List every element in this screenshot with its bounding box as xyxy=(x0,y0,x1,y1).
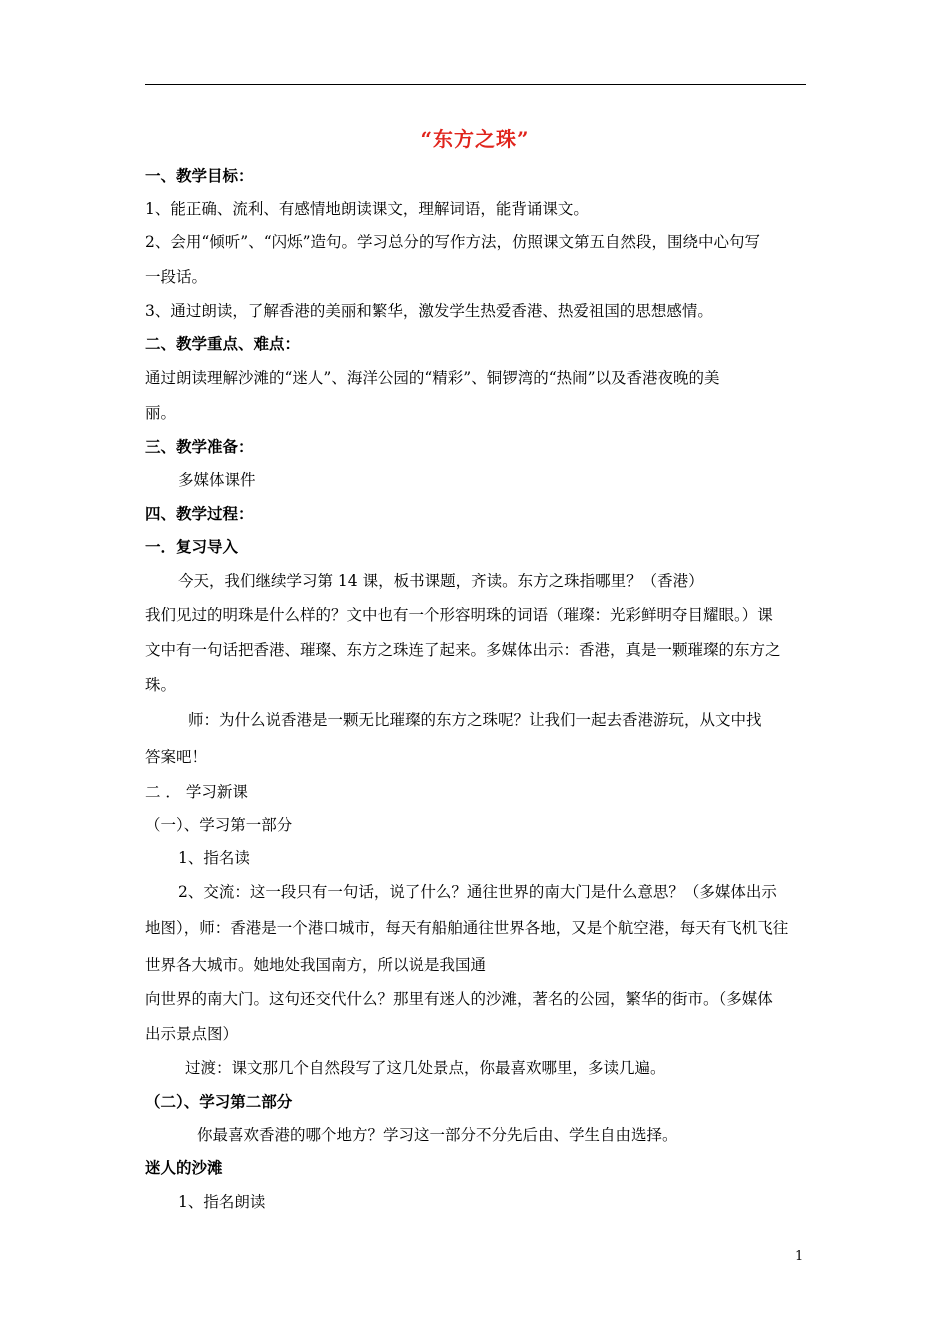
section-heading: 二、教学重点、难点： xyxy=(145,334,301,353)
paragraph-line: 一段话。 xyxy=(145,268,208,286)
paragraph-line: 1、指名读 xyxy=(178,849,250,867)
section-heading: 一．复习导入 xyxy=(145,537,239,556)
document-title: “东方之珠” xyxy=(420,127,530,151)
paragraph-line: 通过朗读理解沙滩的“迷人”、海洋公园的“精彩”、铜锣湾的“热闹”以及香港夜晚的美 xyxy=(145,369,720,387)
paragraph-line: 1、指名朗读 xyxy=(178,1193,266,1211)
paragraph-line: 你最喜欢香港的哪个地方？学习这一部分不分先后由、学生自由选择。 xyxy=(197,1126,678,1144)
section-heading: 迷人的沙滩 xyxy=(145,1158,223,1177)
page-number: 1 xyxy=(795,1249,804,1264)
section-heading: （二）、学习第二部分 xyxy=(145,1092,293,1111)
paragraph-line: 过渡：课文那几个自然段写了这几处景点，你最喜欢哪里，多读几遍。 xyxy=(185,1059,666,1077)
paragraph-line: （一）、学习第一部分 xyxy=(145,816,293,834)
paragraph-line: 2、会用“倾听”、“闪烁”造句。学习总分的写作方法，仿照课文第五自然段，围绕中心句写 xyxy=(145,233,761,251)
header-rule xyxy=(145,84,806,85)
paragraph-line: 答案吧！ xyxy=(145,748,208,766)
paragraph-line: 师：为什么说香港是一颗无比璀璨的东方之珠呢？让我们一起去香港游玩，从文中找 xyxy=(188,711,762,729)
paragraph-line: 珠。 xyxy=(145,676,177,694)
paragraph-line: 1、能正确、流利、有感情地朗读课文，理解词语，能背诵课文。 xyxy=(145,200,589,218)
section-heading: 三、教学准备： xyxy=(145,437,254,456)
section-heading: 一、教学目标： xyxy=(145,166,254,185)
paragraph-line: 向世界的南大门。这句还交代什么？那里有迷人的沙滩，著名的公园，繁华的街市。（多媒体 xyxy=(145,990,773,1008)
paragraph-line: 文中有一句话把香港、璀璨、东方之珠连了起来。多媒体出示：香港，真是一颗璀璨的东方之 xyxy=(145,641,781,659)
paragraph-line: 二 ． 学习新课 xyxy=(145,783,248,801)
paragraph-line: 2、交流：这一段只有一句话，说了什么？通往世界的南大门是什么意思？（多媒体出示 xyxy=(178,883,777,901)
paragraph-line: 3、通过朗读，了解香港的美丽和繁华，激发学生热爱香港、热爱祖国的思想感情。 xyxy=(145,302,713,320)
paragraph-line: 地图），师：香港是一个港口城市，每天有船舶通往世界各地，又是个航空港，每天有飞机飞往 xyxy=(145,919,789,937)
paragraph-line: 丽。 xyxy=(145,404,177,422)
paragraph-line: 多媒体课件 xyxy=(178,471,256,489)
paragraph-line: 世界各大城市。她地处我国南方，所以说是我国通 xyxy=(145,956,487,974)
paragraph-line: 出示景点图） xyxy=(145,1025,239,1043)
paragraph-line: 今天，我们继续学习第 14 课，板书课题，齐读。东方之珠指哪里？（香港） xyxy=(178,572,704,590)
section-heading: 四、教学过程： xyxy=(145,504,254,523)
paragraph-line: 我们见过的明珠是什么样的？文中也有一个形容明珠的词语（璀璨：光彩鲜明夺目耀眼。）课 xyxy=(145,606,773,624)
